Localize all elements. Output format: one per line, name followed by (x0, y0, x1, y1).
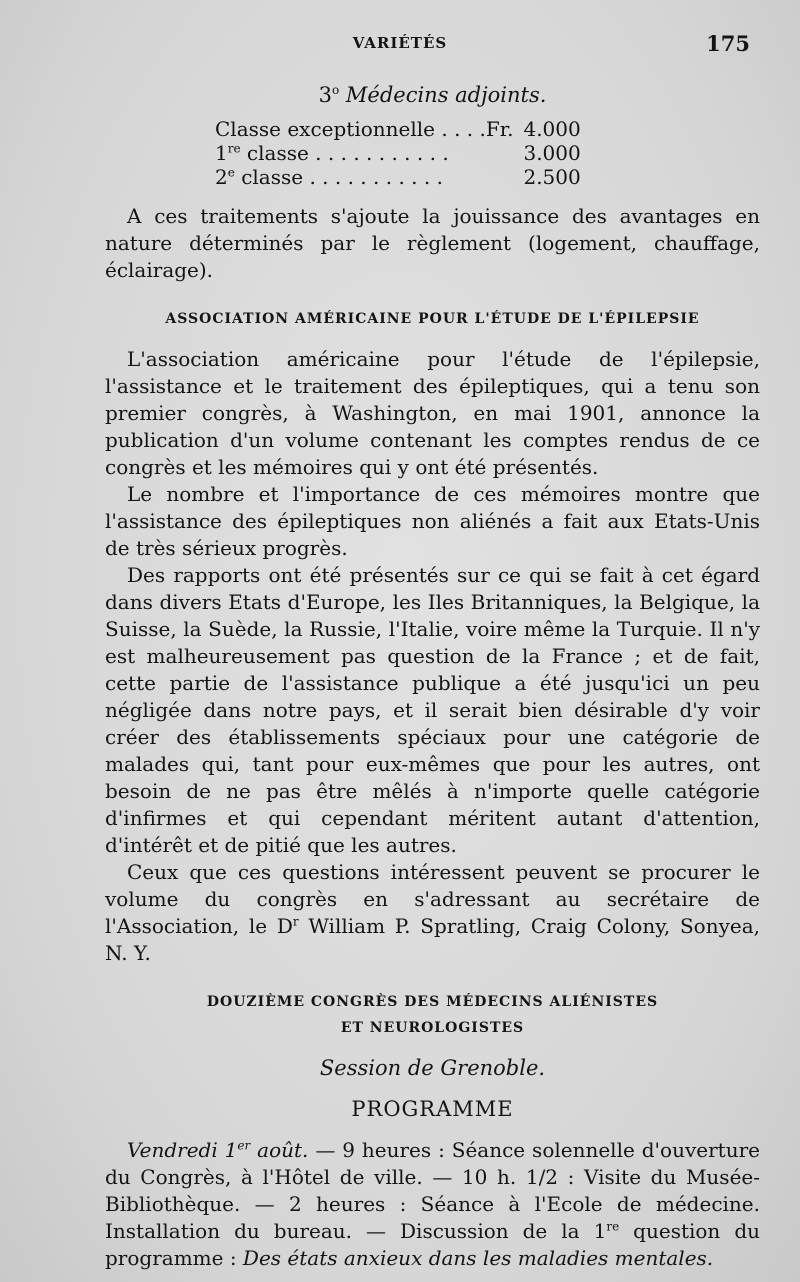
page-content (105, 80, 760, 1272)
association-paragraph-3: Des rapports ont été présentés sur ce qui se fait à cet égard dans divers Etats d'Europe, les Iles Britanniques, la Belgique, la Suisse, la Suède, la Russie, l'Italie, voire même la Turquie. Il n'y est malheureusement pas question de la France ; et de fait, cette partie de l'assistance publique a été jusqu'ici un peu négligée dans notre pays, et il serait bien désirable d'y voir créer des établissements spéciaux pour une catégorie de malades qui, tant pour eux-mêmes que pour les autres, ont besoin de ne pas être mêlés à n'importe quelle catégorie d'infirmes et qui cependant méritent autant d'attention, d'intérêt et de pitié que les autres. (105, 563, 760, 857)
salary-note: A ces traitements s'ajoute la jouissance des avantages en nature déterminés par le règlement (logement, chauffage, éclairage). (105, 204, 760, 282)
table-row (215, 141, 581, 165)
session-title: Session de Grenoble. (319, 1056, 546, 1080)
running-title: VARIÉTÉS (352, 34, 448, 52)
row-amount: 4.000 (523, 117, 581, 141)
row-currency (486, 165, 524, 189)
salary-table (215, 117, 581, 189)
row-ordinal-sup: e (227, 165, 235, 180)
row-label-text: classe . . . . . . . . . . . (234, 165, 443, 189)
row-currency: Fr. (485, 117, 514, 141)
programme-sup: re (606, 1219, 620, 1234)
day-label: Vendredi 1 (127, 1138, 238, 1162)
row-label (215, 165, 486, 189)
heading-ordinal: 3 (318, 83, 332, 107)
row-label-text: classe . . . . . . . . . . . (240, 141, 449, 165)
programme-text-2: question du programme : (105, 1219, 760, 1270)
heading-ordinal-suffix: o (331, 83, 340, 97)
programme-title: PROGRAMME (351, 1097, 514, 1121)
row-ordinal: 1 (215, 141, 228, 165)
row-amount: 3.000 (523, 141, 581, 165)
day-sup: er (237, 1138, 251, 1153)
row-ordinal: 2 (215, 165, 228, 189)
association-heading: ASSOCIATION AMÉRICAINE POUR L'ÉTUDE DE L'ÉPILEPSIE (165, 311, 700, 327)
row-label (215, 141, 486, 165)
table-row (215, 165, 581, 189)
medecins-adjoints-heading (105, 82, 760, 109)
association-paragraph-4 (105, 859, 760, 967)
programme-paragraph (105, 1137, 760, 1272)
row-label: Classe exceptionnelle . . . . (215, 117, 486, 141)
association-paragraph-2: Le nombre et l'importance de ces mémoires montre que l'assistance des épileptiques non aliénés a fait aux Etats-Unis de très sérieux progrès. (105, 482, 760, 560)
congres-heading-line-1: DOUZIÈME CONGRÈS DES MÉDECINS ALIÉNISTES (206, 994, 659, 1010)
programme-text-1: — 9 heures : Séance solennelle d'ouverture du Congrès, à l'Hôtel de ville. — 10 h. 1/2 : Visite du Musée-Bibliothèque. — 2 heures : Séance à l'Ecole de médecine. Installation du bureau. — Discussion de la 1 (105, 1138, 760, 1243)
day-month: août. (250, 1138, 309, 1162)
row-currency (486, 141, 524, 165)
page-header (0, 31, 800, 64)
row-amount: 2.500 (523, 165, 581, 189)
heading-text: Médecins adjoints. (345, 83, 547, 107)
paragraph-4-text-a: Ceux que ces questions intéressent peuvent se procurer le volume du congrès en s'adressant au secrétaire de l'Association, le D (105, 860, 760, 938)
paragraph-4-text-b: William P. Spratling, Craig Colony, Sonyea, N. Y. (105, 914, 760, 965)
paragraph-4-sup: r (292, 914, 299, 929)
programme-question: Des états anxieux dans les maladies mentales. (242, 1246, 714, 1270)
page-number: 175 (706, 31, 750, 56)
table-row (215, 117, 581, 141)
congres-heading-line-2: ET NEUROLOGISTES (340, 1020, 525, 1036)
row-ordinal-sup: re (227, 141, 241, 156)
association-paragraph-1: L'association américaine pour l'étude de l'épilepsie, l'assistance et le traitement des épileptiques, qui a tenu son premier congrès, à Washington, en mai 1901, annonce la publication d'un volume contenant les comptes rendus de ce congrès et les mémoires qui y ont été présentés. (105, 347, 760, 479)
